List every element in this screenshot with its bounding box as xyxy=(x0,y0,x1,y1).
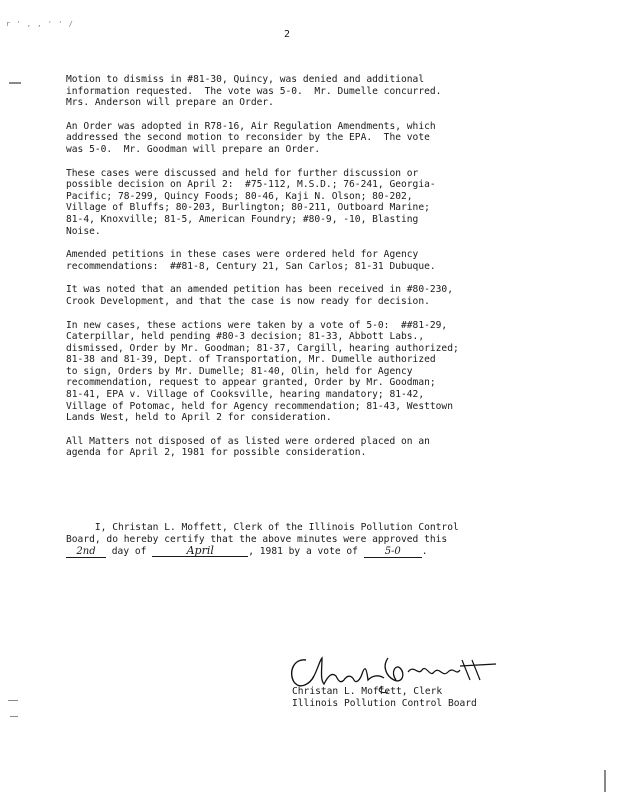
paragraph-quincy-motion: Motion to dismiss in #81-30, Quincy, was denied and additional information requested. The vote was 5-0. Mr. Dumelle concurred. Mrs. Anderson will prepare an Order. xyxy=(66,74,442,109)
scan-mark-top-left: r ' , , ' ' / xyxy=(6,20,74,28)
handwritten-month: April xyxy=(152,546,248,557)
end-text: . xyxy=(421,546,428,557)
day-of-text: day of xyxy=(106,546,153,557)
handwritten-vote: 5-0 xyxy=(364,547,422,558)
punch-mark xyxy=(9,82,21,84)
edge-mark-lower xyxy=(8,700,18,701)
signature-block xyxy=(292,686,477,709)
paragraph-amended-petitions: Amended petitions in these cases were ordered held for Agency recommendations: ##81-8, Century 21, San Carlos; 81-31 Dubuque. xyxy=(66,249,436,272)
certification-line-3 xyxy=(66,546,556,558)
certification-block xyxy=(66,522,556,558)
paragraph-air-regulation: An Order was adopted in R78-16, Air Regulation Amendments, which addressed the second motion to reconsider by the EPA. The vote was 5-0. Mr. Goodman will prepare an Order. xyxy=(66,120,436,155)
paragraph-held-cases: These cases were discussed and held for further discussion or possible decision on April 2: #75-112, M.S.D.; 76-241, Georgia- Pacific; 78-299, Quincy Foods; 80-46, Kaji N. Olson; 80-202, Village of Bluffs; 80-203, Burlington; 80-211, Outboard Marine; 81-4, Knoxville; 81-5, American Foundry; #80-9, -10, Blasting Noise. xyxy=(66,167,436,237)
certification-line-2: Board, do hereby certify that the above minutes were approved this xyxy=(66,534,448,545)
edge-mark-lower-2 xyxy=(10,716,18,717)
paragraph-new-cases: In new cases, these actions were taken by a vote of 5-0: ##81-29, Caterpillar, held pending #80-3 decision; 81-33, Abbott Labs., dismissed, Order by Mr. Goodman; 81-37, Cargill, hearing authorized; 81-38 and 81-39, Dept. of Transportation, Mr. Dumelle authorized to sign, Orders by Mr. Dumelle; 81-40, Olin, held for Agency recommendation, request to appear granted, Order by Mr. Goodman; 81-41, EPA v. Village of Cooksville, hearing mandatory; 81-42, Village of Potomac, held for Agency recommendation; 81-43, Westtown Lands West, held to April 2 for consideration. xyxy=(66,319,459,424)
page-number: 2 xyxy=(284,29,291,40)
handwritten-day: 2nd xyxy=(66,547,106,558)
paragraph-crook-development: It was noted that an amended petition has been received in #80-230, Crook Development, and that the case is now ready for decision. xyxy=(66,284,453,307)
signatory-name: Christan L. Moffett, Clerk xyxy=(292,686,443,697)
minutes-body xyxy=(66,74,556,471)
paragraph-all-matters: All Matters not disposed of as listed were ordered placed on an agenda for April 2, 1981 for possible consideration. xyxy=(66,435,430,459)
edge-mark-right xyxy=(604,770,606,792)
year-text: , 1981 by a vote of xyxy=(248,546,364,557)
certification-line-1: I, Christan L. Moffett, Clerk of the Illinois Pollution Control xyxy=(66,522,459,533)
signatory-organization: Illinois Pollution Control Board xyxy=(292,697,477,709)
